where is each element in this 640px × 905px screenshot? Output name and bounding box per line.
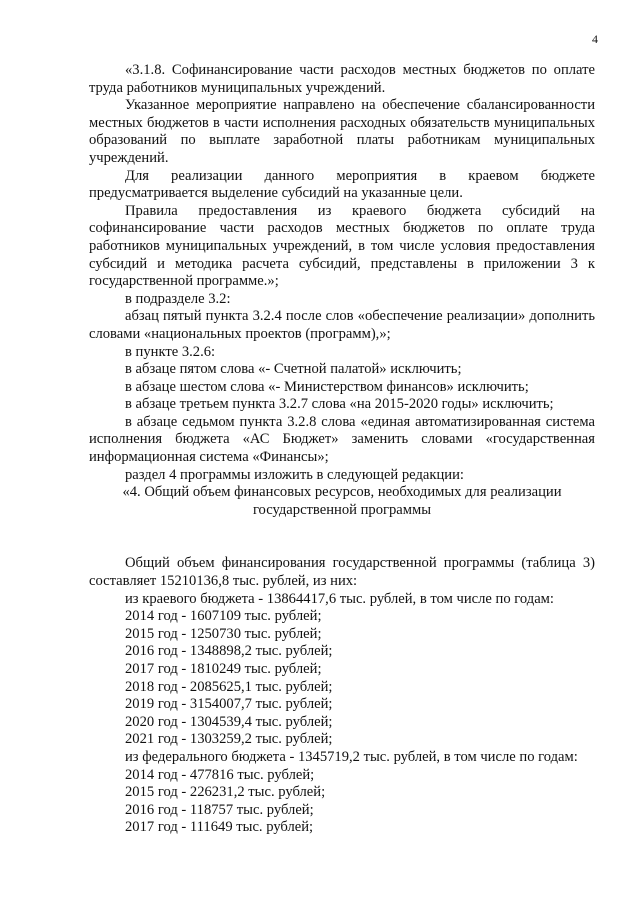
regional-year-item: 2019 год - 3154007,7 тыс. рублей;	[125, 696, 333, 713]
paragraph-3-2-6: в пункте 3.2.6:	[125, 343, 216, 360]
page-number: 4	[592, 32, 598, 46]
regional-year-item: 2018 год - 2085625,1 тыс. рублей;	[125, 678, 333, 695]
federal-year-item: 2015 год - 226231,2 тыс. рублей;	[125, 784, 326, 801]
regional-year-item: 2016 год - 1348898,2 тыс. рублей;	[125, 643, 333, 660]
paragraph-subsidies: Для реализации данного мероприятия в краевом бюджете предусматривается выделение субсидий на указанные цели.	[89, 167, 595, 202]
paragraph-federal-budget: из федерального бюджета - 1345719,2 тыс. рублей, в том числе по годам:	[125, 748, 578, 765]
federal-year-item: 2016 год - 118757 тыс. рублей;	[125, 801, 314, 818]
regional-year-item: 2020 год - 1304539,4 тыс. рублей;	[125, 713, 333, 730]
paragraph-sixth-abzac: в абзаце шестом слова «- Министерством финансов» исключить;	[125, 378, 529, 395]
paragraph-regional-budget: из краевого бюджета - 13864417,6 тыс. рублей, в том числе по годам:	[125, 590, 554, 607]
paragraph-subsection-3-2: в подразделе 3.2:	[125, 290, 231, 307]
regional-year-item: 2015 год - 1250730 тыс. рублей;	[125, 625, 322, 642]
paragraph-3-2-4: абзац пятый пункта 3.2.4 после слов «обеспечение реализации» дополнить словами «национальных проектов (программ),»;	[89, 308, 595, 342]
federal-year-item: 2014 год - 477816 тыс. рублей;	[125, 766, 315, 783]
paragraph-rules: Правила предоставления из краевого бюджета субсидий на софинансирование части расходов местных бюджетов по оплате труда работников муниципальных учреждений, в том числе условия предоставления субсидий и методика расчета субсидий, представлены в приложении 3 к государственной программе.»;	[89, 202, 595, 290]
federal-year-item: 2017 год - 111649 тыс. рублей;	[125, 819, 314, 836]
paragraph-3-2-8: в абзаце седьмом пункта 3.2.8 слова «единая автоматизированная система исполнения бюджета «АС Бюджет» заменить словами «государственная информационная система «Финансы»;	[89, 413, 595, 466]
paragraph-3-1-8: «3.1.8. Софинансирование части расходов местных бюджетов по оплате труда работников муниципальных учреждений.	[89, 62, 595, 96]
regional-year-item: 2017 год - 1810249 тыс. рублей;	[125, 661, 322, 677]
regional-year-item: 2014 год - 1607109 тыс. рублей;	[125, 608, 322, 625]
regional-year-item: 2021 год - 1303259,2 тыс. рублей;	[125, 731, 333, 748]
paragraph-3-2-7: в абзаце третьем пункта 3.2.7 слова «на 2015-2020 годы» исключить;	[125, 396, 554, 413]
document-body	[89, 62, 595, 837]
paragraph-total-funding: Общий объем финансирования государственной программы (таблица 3) составляет 15210136,8 тыс. рублей, из них:	[89, 555, 595, 590]
section-4-heading: «4. Общий объем финансовых ресурсов, необходимых для реализации государственной программы	[122, 484, 562, 518]
paragraph-section-4-intro: раздел 4 программы изложить в следующей редакции:	[125, 466, 464, 483]
paragraph-fifth-abzac: в абзаце пятом слова «- Счетной палатой» исключить;	[125, 361, 462, 378]
paragraph-measure-purpose: Указанное мероприятие направлено на обеспечение сбалансированности местных бюджетов в части исполнения расходных обязательств муниципальных образований по выплате заработной платы работникам муниципальных учреждений.	[89, 97, 595, 166]
